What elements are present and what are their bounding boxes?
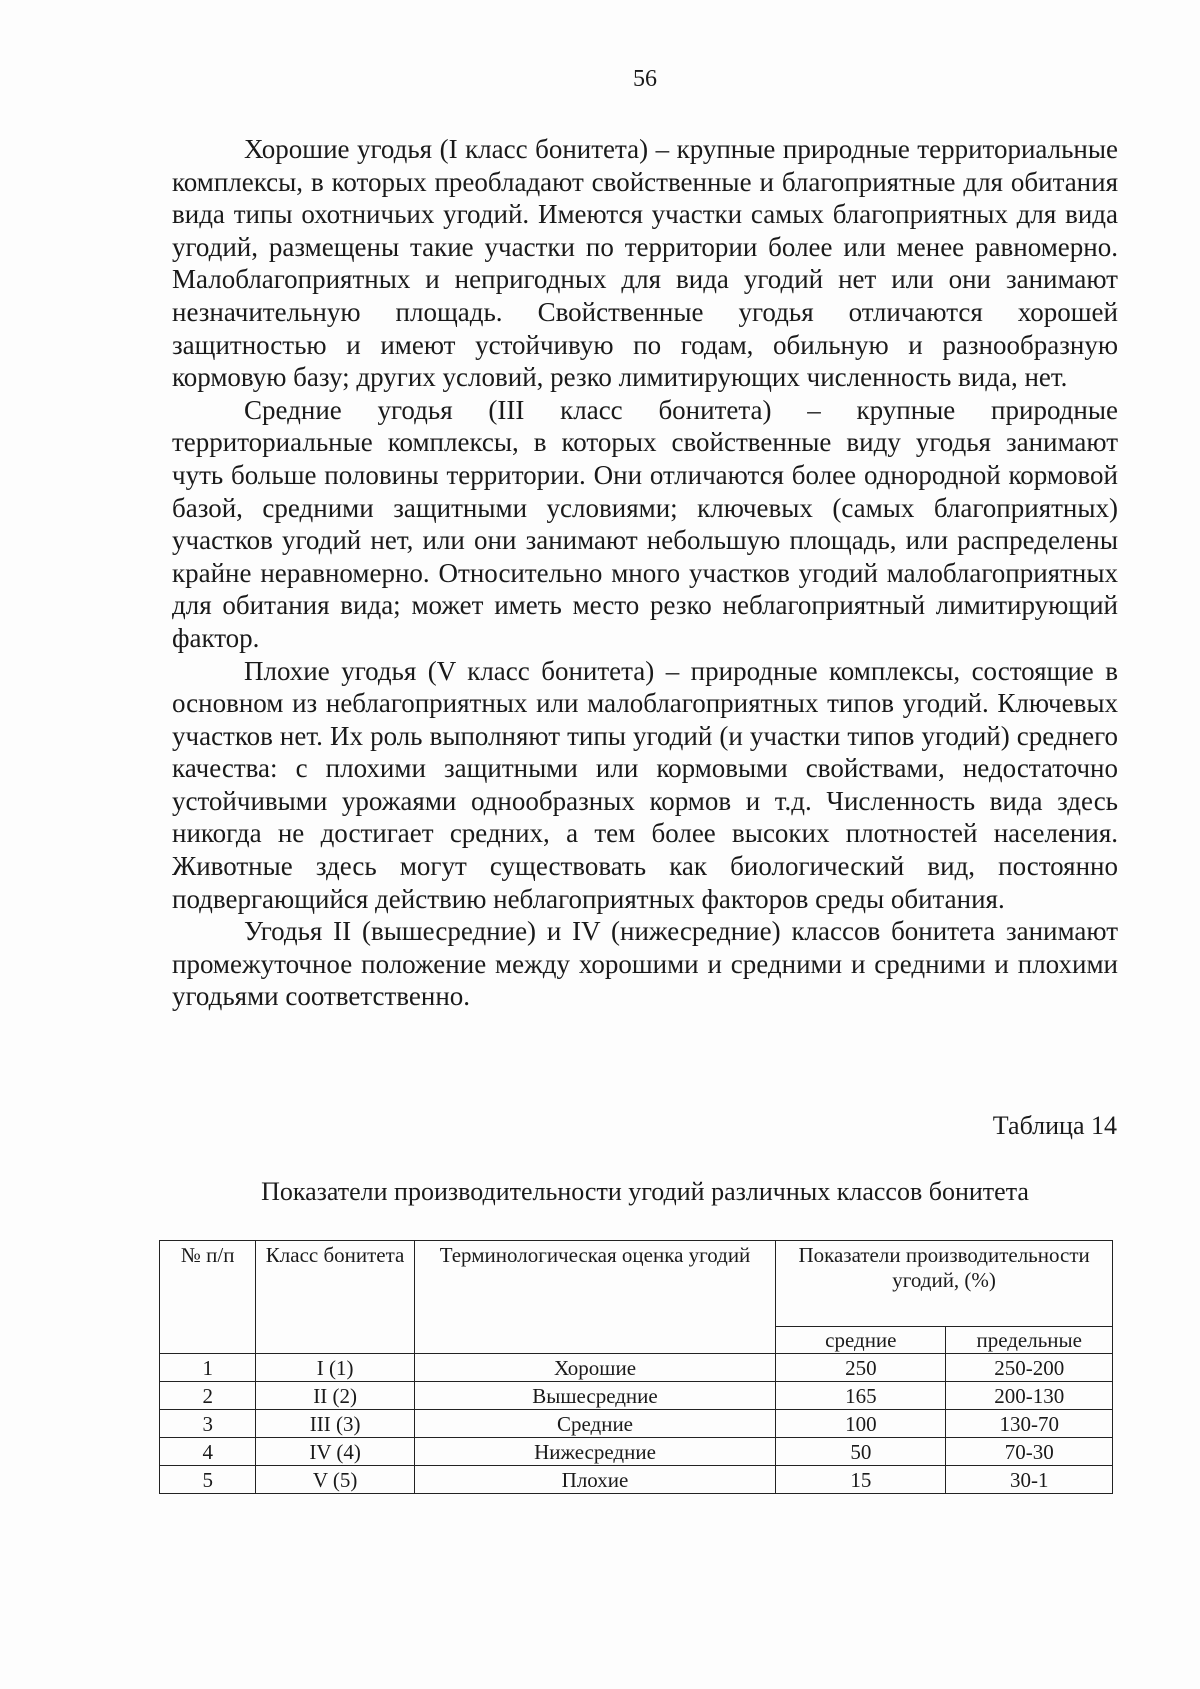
cell-term: Нижесредние [414,1438,775,1466]
cell-avg: 165 [776,1382,946,1410]
paragraph-average-lands: Средние угодья (III класс бонитета) – крупные природные территориальные комплексы, в которых свойственные виду угодья занимают чуть больше половины территории. Они отличаются более однородной кормовой базой, средними защитными условиями; ключевых (самых благоприятных) участков угодий нет, или они занимают небольшую площадь, или распределены крайне неравномерно. Относительно много участков угодий малоблагоприятных для обитания вида; может иметь место резко неблагоприятный лимитирующий фактор. [172,394,1118,653]
cell-class: IV (4) [256,1438,414,1466]
cell-num: 4 [160,1438,256,1466]
page-number: 56 [633,66,657,92]
table-title: Показатели производительности угодий различных классов бонитета [261,1177,1029,1206]
cell-term: Вышесредние [414,1382,775,1410]
cell-limit: 250-200 [946,1354,1113,1382]
header-term: Терминологическая оценка угодий [414,1241,775,1354]
cell-class: I (1) [256,1354,414,1382]
cell-num: 1 [160,1354,256,1382]
cell-limit: 200-130 [946,1382,1113,1410]
cell-term: Средние [414,1410,775,1438]
table-row [160,1354,1113,1382]
cell-num: 3 [160,1410,256,1438]
cell-num: 5 [160,1466,256,1494]
cell-term: Хорошие [414,1354,775,1382]
productivity-table [159,1240,1113,1494]
paragraph-intermediate-lands: Угодья II (вышесредние) и IV (нижесредние) классов бонитета занимают промежуточное положение между хорошими и средними и средними и плохими угодьями соответственно. [172,916,1118,1012]
header-avg: средние [776,1327,946,1354]
cell-limit: 130-70 [946,1410,1113,1438]
cell-avg: 100 [776,1410,946,1438]
table-row [160,1438,1113,1466]
header-num: № п/п [160,1241,256,1354]
cell-limit: 30-1 [946,1466,1113,1494]
body-text [172,133,1118,1013]
cell-num: 2 [160,1382,256,1410]
header-class: Класс бонитета [256,1241,414,1354]
cell-avg: 250 [776,1354,946,1382]
header-indicators: Показатели производительности угодий, (%) [776,1241,1113,1327]
table-caption: Таблица 14 [992,1111,1117,1140]
cell-term: Плохие [414,1466,775,1494]
header-limit: предельные [946,1327,1113,1354]
cell-avg: 50 [776,1438,946,1466]
cell-class: III (3) [256,1410,414,1438]
cell-limit: 70-30 [946,1438,1113,1466]
paragraph-poor-lands: Плохие угодья (V класс бонитета) – природные комплексы, состоящие в основном из неблагоприятных или малоблагоприятных типов угодий. Ключевых участков нет. Их роль выполняют типы угодий (и участки типов угодий) среднего качества: с плохими защитными или кормовыми свойствами, недостаточно устойчивыми урожаями однообразных кормов и т.д. Численность вида здесь никогда не достигает средних, а тем более высоких плотностей населения. Животные здесь могут существовать как биологический вид, постоянно подвергающийся действию неблагоприятных факторов среды обитания. [172,655,1118,914]
cell-class: II (2) [256,1382,414,1410]
cell-avg: 15 [776,1466,946,1494]
paragraph-good-lands: Хорошие угодья (I класс бонитета) – крупные природные территориальные комплексы, в которых преобладают свойственные и благоприятные для обитания вида типы охотничьих угодий. Имеются участки самых благоприятных для вида угодий, размещены такие участки по территории более или менее равномерно. Малоблагоприятных и непригодных для вида угодий нет или они занимают незначительную площадь. Свойственные угодья отличаются хорошей защитностью и имеют устойчивую по годам, обильную и разнообразную кормовую базу; других условий, резко лимитирующих численность вида, нет. [172,134,1118,393]
table-row [160,1410,1113,1438]
cell-class: V (5) [256,1466,414,1494]
table-row [160,1382,1113,1410]
table-row [160,1466,1113,1494]
